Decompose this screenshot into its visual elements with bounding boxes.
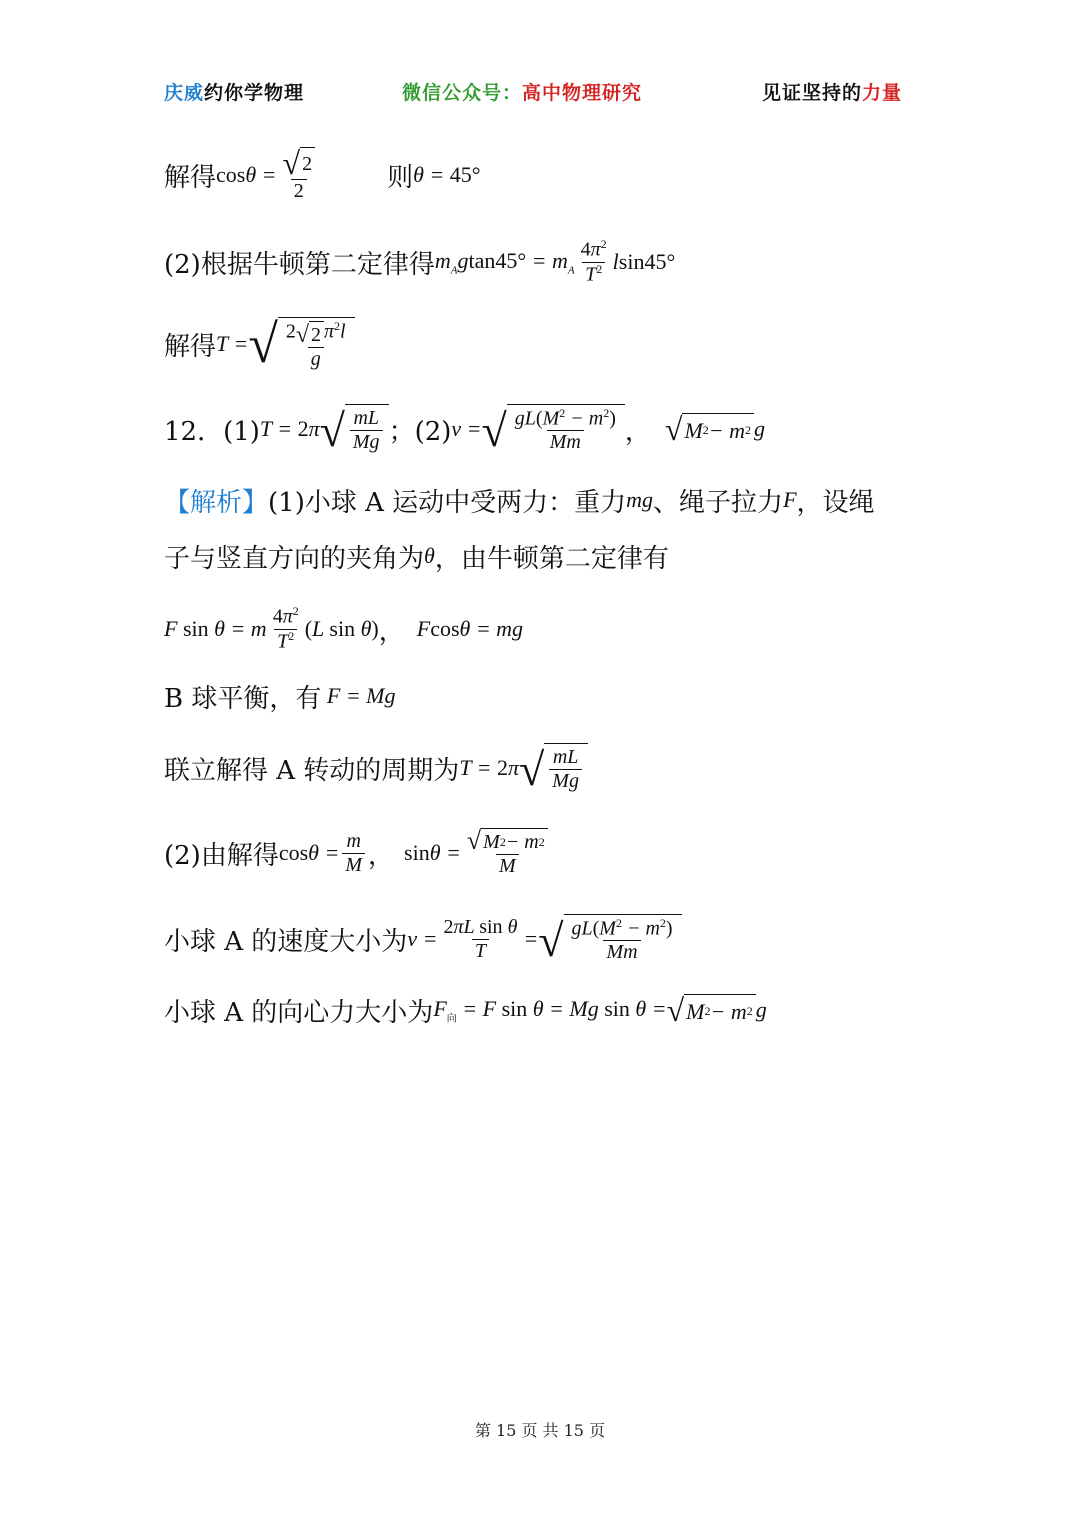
- frac-4pi2-over-T2: $\frac{4\pi^2}{T^2}$: [580, 236, 607, 286]
- formula-Lsin: (L sin θ): [304, 616, 379, 641]
- symbol-theta: θ: [424, 543, 435, 568]
- label-comma: ，: [624, 416, 651, 447]
- formula-v-eq: v =: [451, 416, 482, 441]
- frac-sqrt-over-M: √ M 2 − m 2 M: [464, 828, 551, 878]
- formula-F-xiang: $F_向 = F$ sin θ = Mg sin θ =: [433, 995, 667, 1025]
- formula-T-2pi-b: T = 2π: [459, 755, 520, 780]
- formula-Fsin: F sin θ = m: [164, 616, 267, 641]
- formula-sin-eq: sinθ =: [404, 840, 461, 865]
- label-jiede: 解得: [164, 162, 217, 193]
- line-cos-sin: [164, 820, 554, 886]
- sqrt-velocity: √ $\frac{gL(M^2 - m^2)}{Mm}$: [482, 404, 625, 455]
- label-jiexi: 【解析】: [164, 487, 269, 518]
- formula-g: g: [754, 416, 766, 441]
- label-newton-has: ，由牛顿第二定律有: [434, 543, 669, 574]
- line-period-result: [164, 308, 355, 380]
- formula-Fcos: Fcosθ = mg: [416, 616, 524, 641]
- header-left: [164, 78, 304, 105]
- line-newton2: [164, 232, 675, 292]
- sqrt-mL-Mg: √ $\frac{mL}{Mg}$: [320, 404, 389, 454]
- line-q12-answer: [164, 396, 765, 462]
- label-set-rope: ，设绳: [796, 487, 875, 518]
- frac-4pi2-over-T2-b: $\frac{4\pi^2}{T^2}$: [272, 603, 299, 653]
- header-right-a: 见证坚持的: [762, 82, 863, 104]
- label-q12-sep: ；(2): [388, 416, 452, 447]
- line-angle: [164, 534, 669, 578]
- formula-cos-eq: cosθ =: [278, 840, 340, 865]
- sqrt-mL-Mg-b: √ $\frac{mL}{Mg}$: [519, 743, 588, 793]
- header-center-b: 高中物理研究: [522, 82, 643, 104]
- label-comma-2: ，: [378, 616, 405, 647]
- label-rope-tension: 、绳子拉力: [653, 487, 784, 518]
- formula-g-2: g: [755, 997, 767, 1022]
- formula-T-2pi: T = 2π: [259, 416, 320, 441]
- label-lianli: 联立解得 A 转动的周期为: [164, 755, 460, 786]
- header-left-b: 约你学物理: [204, 82, 305, 104]
- label-q12: 12．(1): [164, 416, 260, 447]
- sqrt-M2-m2-b: √ M 2 − m 2: [667, 994, 756, 1026]
- page-footer: 第 15 页 共 15 页: [474, 1421, 606, 1440]
- label-newton2: (2)根据牛顿第二定律得: [164, 249, 435, 280]
- label-jiede-2: 解得: [164, 331, 217, 362]
- sqrt-velocity-2: √ $\frac{gL(M^2 - m^2)}{Mm}$: [538, 914, 681, 965]
- label-angle-intro: 子与竖直方向的夹角为: [164, 543, 425, 574]
- formula-v-eq-2: v =: [407, 926, 438, 951]
- line-cos-result: [164, 146, 481, 204]
- frac-root2-over-2: √ 2 2: [280, 147, 319, 203]
- formula-T-eq: T =: [216, 331, 249, 356]
- sqrt-period: √ 2 √ 2 $\pi^2l$ g: [248, 317, 354, 371]
- line-force-equations: [164, 598, 523, 660]
- label-from-solve: (2)由解得: [164, 840, 279, 871]
- formula-cos: cosθ =: [216, 162, 277, 187]
- sqrt-M2-m2: √ M 2 − m 2: [665, 413, 754, 445]
- frac-2piLsin-over-T: $\frac{\text{2πL sin θ}}{T}$: [443, 915, 518, 962]
- label-b-balance: B 球平衡，有: [164, 683, 322, 714]
- formula-lsin45: lsin45°: [612, 249, 676, 274]
- label-forces: (1)小球 A 运动中受两力：重力: [268, 487, 627, 518]
- line-speed: [164, 906, 682, 972]
- line-period: [164, 736, 588, 800]
- formula-newton2-left: $m_Agtan45^\circ = m_A$: [434, 247, 575, 277]
- line-b-balance: [164, 674, 396, 718]
- header-center: [402, 78, 642, 105]
- label-comma-3: ，: [368, 840, 395, 871]
- header-right-b: 力量: [862, 82, 903, 104]
- label-ze: 则: [387, 162, 414, 193]
- formula-eq: =: [523, 926, 539, 951]
- header-right: [762, 78, 902, 105]
- symbol-mg: mg: [626, 487, 654, 512]
- symbol-F: F: [783, 487, 797, 512]
- formula-F-Mg: F = Mg: [321, 683, 396, 708]
- header-center-a: 微信公众号：: [402, 82, 523, 104]
- label-centripetal: 小球 A 的向心力大小为: [164, 997, 434, 1028]
- label-speed: 小球 A 的速度大小为: [164, 926, 408, 957]
- line-jiexi: [164, 478, 875, 522]
- frac-m-over-M: $\frac{m}{M}$: [342, 830, 365, 877]
- formula-theta45: θ = 45°: [413, 162, 481, 187]
- header-left-a: 庆威: [164, 82, 205, 104]
- line-centripetal: [164, 986, 767, 1034]
